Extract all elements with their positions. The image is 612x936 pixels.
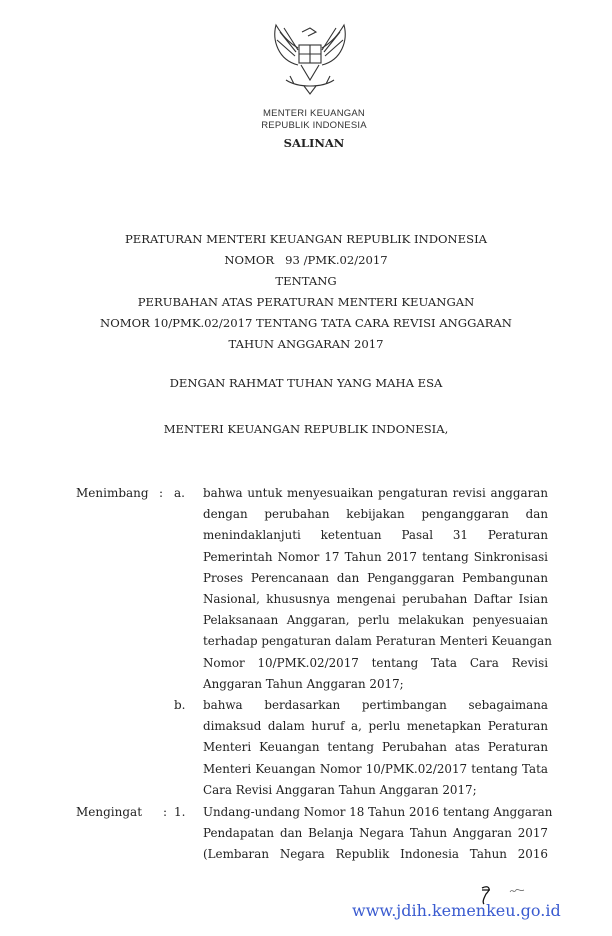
text-line: (Lembaran Negara Republik Indonesia Tahun 2016	[203, 847, 548, 862]
copy-label: SALINAN	[283, 136, 345, 150]
text-line: Undang-undang Nomor 18 Tahun 2016 tentang Anggaran	[203, 805, 553, 819]
title-tentang: TENTANG	[275, 274, 337, 288]
menimbang-marker-b: b.	[174, 698, 186, 712]
mengingat-marker-1: 1.	[174, 805, 186, 819]
text-line: dengan perubahan kebijakan penganggaran dan	[203, 507, 548, 522]
text-line: bahwa untuk menyesuaikan pengaturan revisi anggaran	[203, 486, 548, 500]
title-line-4: PERUBAHAN ATAS PERATURAN MENTERI KEUANGAN	[137, 295, 475, 309]
garuda-emblem-icon	[268, 20, 352, 98]
title-line-6: TAHUN ANGGARAN 2017	[228, 337, 384, 351]
text-line: Cara Revisi Anggaran Tahun Anggaran 2017;	[203, 782, 477, 797]
text-line: Pemerintah Nomor 17 Tahun 2017 tentang Sinkronisasi	[203, 549, 548, 564]
text-line: Nomor 10/PMK.02/2017 tentang Tata Cara Revisi	[203, 655, 548, 670]
mengingat-label: Mengingat	[76, 805, 143, 819]
header-ministry: MENTERI KEUANGAN	[263, 108, 365, 119]
text-line: Proses Perencanaan dan Penganggaran Pembangunan	[203, 570, 548, 585]
text-line: Menteri Keuangan Nomor 10/PMK.02/2017 tentang Tata	[203, 761, 548, 776]
title-line-1: PERATURAN MENTERI KEUANGAN REPUBLIK INDONESIA	[124, 232, 488, 246]
footer-url-link[interactable]: www.jdih.kemenkeu.go.id	[352, 901, 561, 920]
text-line: Menteri Keuangan tentang Perubahan atas Peraturan	[203, 740, 548, 755]
header-republic: REPUBLIK INDONESIA	[261, 120, 367, 131]
text-line: dimaksud dalam huruf a, perlu menetapkan Peraturan	[203, 719, 548, 734]
invocation: DENGAN RAHMAT TUHAN YANG MAHA ESA	[169, 376, 443, 390]
text-line: Pelaksanaan Anggaran, perlu melakukan penyesuaian	[203, 613, 548, 628]
menimbang-marker-a: a.	[174, 486, 185, 500]
text-line: terhadap pengaturan dalam Peraturan Menteri Keuangan	[203, 634, 552, 649]
menimbang-label: Menimbang	[76, 486, 149, 500]
menimbang-colon: :	[159, 486, 164, 500]
title-number: NOMOR 93 /PMK.02/2017	[224, 253, 388, 267]
text-line: bahwa berdasarkan pertimbangan sebagaimana	[203, 698, 548, 712]
text-line: Pendapatan dan Belanja Negara Tahun Anggaran 2017	[203, 826, 548, 841]
text-line: Nasional, khususnya mengenai perubahan Daftar Isian	[203, 592, 548, 606]
issuer: MENTERI KEUANGAN REPUBLIK INDONESIA,	[163, 422, 449, 436]
text-line: menindaklanjuti ketentuan Pasal 31 Peraturan	[203, 528, 548, 543]
mengingat-colon: :	[163, 805, 168, 819]
title-line-5: NOMOR 10/PMK.02/2017 TENTANG TATA CARA REVISI ANGGARAN	[100, 316, 512, 330]
text-line: Anggaran Tahun Anggaran 2017;	[203, 676, 404, 691]
